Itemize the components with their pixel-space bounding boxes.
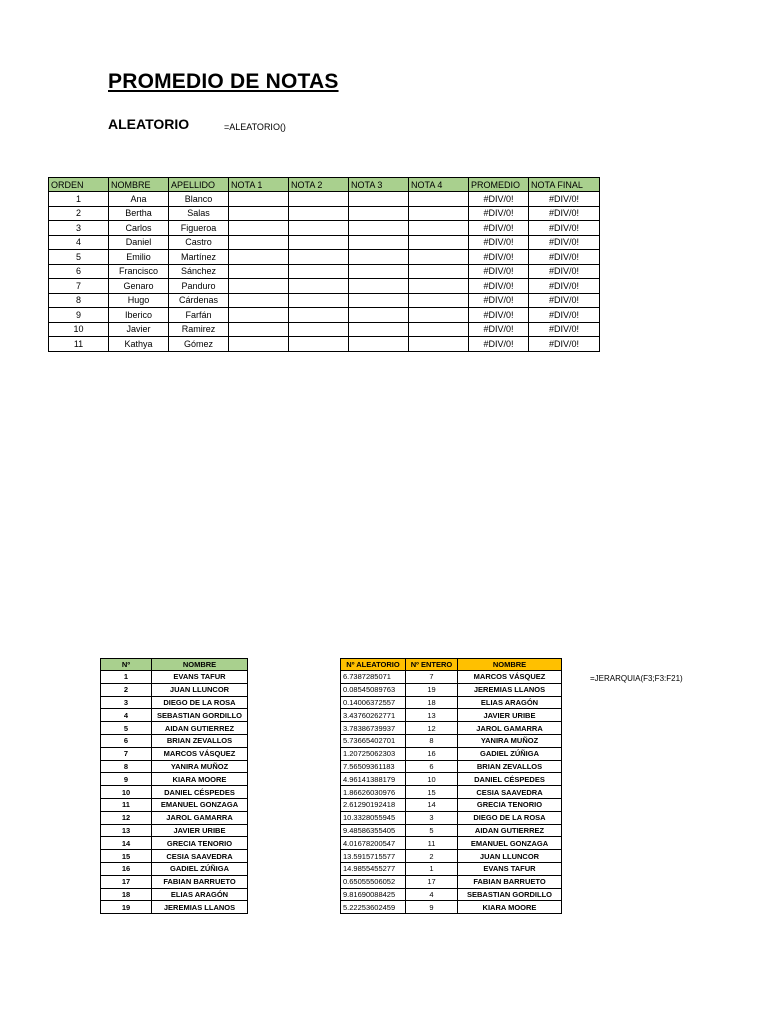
names-cell[interactable]: 4 <box>101 709 152 722</box>
table-row <box>101 696 248 709</box>
grades-cell[interactable] <box>229 235 289 250</box>
table-row <box>341 888 562 901</box>
table-row <box>101 798 248 811</box>
random-cell[interactable]: EVANS TAFUR <box>458 862 562 875</box>
random-cell[interactable]: 9 <box>406 901 458 914</box>
formula-note-jerarquia: =JERARQUIA(F3;F3:F21) <box>590 674 683 683</box>
table-row <box>49 192 600 207</box>
grades-cell[interactable] <box>289 206 349 221</box>
grades-cell[interactable]: #DIV/0! <box>529 221 600 236</box>
names-cell[interactable]: 3 <box>101 696 152 709</box>
names-cell[interactable]: MARCOS VÁSQUEZ <box>152 747 248 760</box>
grades-cell[interactable]: Blanco <box>169 192 229 207</box>
table-row <box>101 786 248 799</box>
random-cell[interactable]: 5.73665402701 <box>341 734 406 747</box>
grades-header-cell: PROMEDIO <box>469 178 529 192</box>
page-title: PROMEDIO DE NOTAS <box>108 70 339 93</box>
grades-cell[interactable]: Iberico <box>109 308 169 323</box>
table-row <box>49 235 600 250</box>
grades-cell[interactable]: Kathya <box>109 337 169 352</box>
grades-cell[interactable]: Castro <box>169 235 229 250</box>
grades-cell[interactable] <box>229 264 289 279</box>
grades-cell[interactable]: 11 <box>49 337 109 352</box>
grades-cell[interactable] <box>349 264 409 279</box>
names-cell[interactable]: 16 <box>101 862 152 875</box>
grades-cell[interactable]: #DIV/0! <box>469 337 529 352</box>
grades-header-cell: NOTA FINAL <box>529 178 600 192</box>
names-cell[interactable]: DANIEL CÉSPEDES <box>152 786 248 799</box>
names-cell[interactable]: 7 <box>101 747 152 760</box>
names-cell[interactable]: 18 <box>101 888 152 901</box>
grades-cell[interactable] <box>349 235 409 250</box>
grades-cell[interactable] <box>349 250 409 265</box>
table-row <box>49 293 600 308</box>
random-cell[interactable]: JAROL GAMARRA <box>458 722 562 735</box>
grades-cell[interactable]: #DIV/0! <box>529 235 600 250</box>
names-table <box>100 658 248 914</box>
names-cell[interactable]: 5 <box>101 722 152 735</box>
random-cell[interactable]: 8 <box>406 734 458 747</box>
random-cell[interactable]: DANIEL CÉSPEDES <box>458 773 562 786</box>
random-cell[interactable]: 0.08545089763 <box>341 683 406 696</box>
grades-cell[interactable] <box>229 337 289 352</box>
random-cell[interactable]: 0.65055506052 <box>341 875 406 888</box>
names-cell[interactable]: JEREMIAS LLANOS <box>152 901 248 914</box>
random-cell[interactable]: 13 <box>406 709 458 722</box>
table-row <box>49 322 600 337</box>
table-row <box>49 308 600 323</box>
random-cell[interactable]: 1.86626030976 <box>341 786 406 799</box>
random-cell[interactable]: DIEGO DE LA ROSA <box>458 811 562 824</box>
grades-header-cell: ORDEN <box>49 178 109 192</box>
table-row <box>49 264 600 279</box>
table-row <box>101 722 248 735</box>
names-cell[interactable]: 10 <box>101 786 152 799</box>
table-row <box>101 850 248 863</box>
grades-header-row <box>49 178 600 192</box>
table-row <box>49 221 600 236</box>
grades-cell[interactable] <box>409 279 469 294</box>
table-row <box>49 250 600 265</box>
random-header-cell: NOMBRE <box>458 659 562 671</box>
table-row <box>49 206 600 221</box>
grades-cell[interactable]: 5 <box>49 250 109 265</box>
table-row <box>101 837 248 850</box>
grades-cell[interactable]: Cárdenas <box>169 293 229 308</box>
random-cell[interactable]: 4.01678200547 <box>341 837 406 850</box>
table-row <box>101 901 248 914</box>
grades-cell[interactable]: Ana <box>109 192 169 207</box>
table-row <box>101 683 248 696</box>
table-row <box>101 709 248 722</box>
names-cell[interactable]: FABIAN BARRUETO <box>152 875 248 888</box>
names-cell[interactable]: 15 <box>101 850 152 863</box>
random-cell[interactable]: 14.9855455277 <box>341 862 406 875</box>
grades-cell[interactable]: #DIV/0! <box>529 192 600 207</box>
names-cell[interactable]: CESIA SAAVEDRA <box>152 850 248 863</box>
names-cell[interactable]: 12 <box>101 811 152 824</box>
names-cell[interactable]: 6 <box>101 734 152 747</box>
grades-cell[interactable]: Martínez <box>169 250 229 265</box>
random-cell[interactable]: KIARA MOORE <box>458 901 562 914</box>
random-cell[interactable]: JAVIER URIBE <box>458 709 562 722</box>
grades-cell[interactable]: #DIV/0! <box>469 192 529 207</box>
random-cell[interactable]: EMANUEL GONZAGA <box>458 837 562 850</box>
grades-cell[interactable] <box>289 192 349 207</box>
grades-cell[interactable] <box>289 308 349 323</box>
random-cell[interactable]: MARCOS VÁSQUEZ <box>458 671 562 684</box>
random-cell[interactable]: JUAN LLUNCOR <box>458 850 562 863</box>
grades-cell[interactable] <box>409 322 469 337</box>
random-cell[interactable]: 2 <box>406 850 458 863</box>
table-row <box>49 337 600 352</box>
grades-cell[interactable] <box>289 235 349 250</box>
grades-cell[interactable]: #DIV/0! <box>529 322 600 337</box>
table-row <box>101 888 248 901</box>
table-row <box>341 734 562 747</box>
grades-cell[interactable]: Ramirez <box>169 322 229 337</box>
grades-cell[interactable]: Figueroa <box>169 221 229 236</box>
table-row <box>341 671 562 684</box>
random-cell[interactable]: JEREMIAS LLANOS <box>458 683 562 696</box>
grades-cell[interactable] <box>349 279 409 294</box>
table-row <box>101 862 248 875</box>
table-row <box>49 279 600 294</box>
table-row <box>341 773 562 786</box>
grades-cell[interactable] <box>349 308 409 323</box>
names-header-row <box>101 659 248 671</box>
names-cell[interactable]: 17 <box>101 875 152 888</box>
grades-header-cell: NOTA 3 <box>349 178 409 192</box>
table-row <box>341 850 562 863</box>
random-cell[interactable]: 7.56509361183 <box>341 760 406 773</box>
grades-cell[interactable] <box>289 221 349 236</box>
grades-header-cell: APELLIDO <box>169 178 229 192</box>
table-row <box>341 811 562 824</box>
random-cell[interactable]: 3.43760262771 <box>341 709 406 722</box>
random-cell[interactable]: GRECIA TENORIO <box>458 798 562 811</box>
random-cell[interactable]: 13.5915715577 <box>341 850 406 863</box>
random-cell[interactable]: 14 <box>406 798 458 811</box>
random-cell[interactable]: SEBASTIAN GORDILLO <box>458 888 562 901</box>
names-cell[interactable]: 9 <box>101 773 152 786</box>
grades-cell[interactable] <box>289 293 349 308</box>
grades-cell[interactable] <box>229 279 289 294</box>
random-cell[interactable]: 4.96141388179 <box>341 773 406 786</box>
grades-cell[interactable]: 4 <box>49 235 109 250</box>
names-cell[interactable]: GADIEL ZÚÑIGA <box>152 862 248 875</box>
grades-cell[interactable]: #DIV/0! <box>469 250 529 265</box>
grades-cell[interactable] <box>349 206 409 221</box>
random-cell[interactable]: 1 <box>406 862 458 875</box>
random-cell[interactable]: CESIA SAAVEDRA <box>458 786 562 799</box>
grades-cell[interactable]: #DIV/0! <box>469 293 529 308</box>
random-cell[interactable]: 9.81690088425 <box>341 888 406 901</box>
grades-cell[interactable]: Sánchez <box>169 264 229 279</box>
grades-cell[interactable] <box>229 322 289 337</box>
table-row <box>341 786 562 799</box>
grades-cell[interactable]: 3 <box>49 221 109 236</box>
random-header-row <box>341 659 562 671</box>
names-cell[interactable]: AIDAN GUTIERREZ <box>152 722 248 735</box>
names-cell[interactable]: GRECIA TENORIO <box>152 837 248 850</box>
table-row <box>341 747 562 760</box>
names-cell[interactable]: YANIRA MUÑOZ <box>152 760 248 773</box>
grades-cell[interactable] <box>229 192 289 207</box>
random-cell[interactable]: 3 <box>406 811 458 824</box>
grades-cell[interactable] <box>229 308 289 323</box>
random-cell[interactable]: 15 <box>406 786 458 799</box>
table-row <box>341 696 562 709</box>
grades-cell[interactable]: #DIV/0! <box>529 308 600 323</box>
grades-cell[interactable]: 1 <box>49 192 109 207</box>
table-row <box>341 875 562 888</box>
random-cell[interactable]: 5 <box>406 824 458 837</box>
names-cell[interactable]: 19 <box>101 901 152 914</box>
grades-cell[interactable] <box>289 337 349 352</box>
random-cell[interactable]: 17 <box>406 875 458 888</box>
grades-cell[interactable]: #DIV/0! <box>529 206 600 221</box>
grades-cell[interactable]: 9 <box>49 308 109 323</box>
grades-cell[interactable] <box>409 221 469 236</box>
random-cell[interactable]: 10 <box>406 773 458 786</box>
grades-cell[interactable] <box>409 308 469 323</box>
grades-table <box>48 177 600 352</box>
names-cell[interactable]: EMANUEL GONZAGA <box>152 798 248 811</box>
grades-cell[interactable]: Genaro <box>109 279 169 294</box>
grades-cell[interactable]: Daniel <box>109 235 169 250</box>
names-header-cell: Nº <box>101 659 152 671</box>
grades-cell[interactable] <box>409 192 469 207</box>
grades-cell[interactable] <box>409 235 469 250</box>
grades-cell[interactable] <box>349 192 409 207</box>
names-cell[interactable]: KIARA MOORE <box>152 773 248 786</box>
table-row <box>341 722 562 735</box>
grades-cell[interactable]: 2 <box>49 206 109 221</box>
grades-cell[interactable]: #DIV/0! <box>469 322 529 337</box>
random-cell[interactable]: BRIAN ZEVALLOS <box>458 760 562 773</box>
grades-cell[interactable]: #DIV/0! <box>469 279 529 294</box>
table-row <box>101 734 248 747</box>
grades-cell[interactable]: #DIV/0! <box>469 221 529 236</box>
random-cell[interactable]: 5.22253602459 <box>341 901 406 914</box>
table-row <box>341 837 562 850</box>
table-row <box>341 798 562 811</box>
names-cell[interactable]: 1 <box>101 671 152 684</box>
names-cell[interactable]: ELIAS ARAGÓN <box>152 888 248 901</box>
grades-header-cell: NOMBRE <box>109 178 169 192</box>
grades-cell[interactable] <box>409 206 469 221</box>
grades-cell[interactable]: 10 <box>49 322 109 337</box>
names-cell[interactable]: 14 <box>101 837 152 850</box>
names-cell[interactable]: EVANS TAFUR <box>152 671 248 684</box>
random-cell[interactable]: 6.7387285071 <box>341 671 406 684</box>
grades-cell[interactable]: Panduro <box>169 279 229 294</box>
names-cell[interactable]: 13 <box>101 824 152 837</box>
random-cell[interactable]: 6 <box>406 760 458 773</box>
grades-cell[interactable] <box>409 293 469 308</box>
random-cell[interactable]: 11 <box>406 837 458 850</box>
grades-cell[interactable]: Emilio <box>109 250 169 265</box>
grades-cell[interactable]: 8 <box>49 293 109 308</box>
grades-cell[interactable] <box>409 264 469 279</box>
names-cell[interactable]: SEBASTIAN GORDILLO <box>152 709 248 722</box>
grades-header-cell: NOTA 4 <box>409 178 469 192</box>
grades-cell[interactable]: 6 <box>49 264 109 279</box>
random-cell[interactable]: 12 <box>406 722 458 735</box>
grades-cell[interactable]: Carlos <box>109 221 169 236</box>
grades-cell[interactable] <box>409 250 469 265</box>
grades-cell[interactable]: Francisco <box>109 264 169 279</box>
table-row <box>341 683 562 696</box>
table-row <box>101 824 248 837</box>
grades-cell[interactable] <box>289 322 349 337</box>
grades-cell[interactable]: #DIV/0! <box>469 206 529 221</box>
grades-cell[interactable]: #DIV/0! <box>469 308 529 323</box>
grades-cell[interactable]: #DIV/0! <box>529 293 600 308</box>
grades-cell[interactable]: Gómez <box>169 337 229 352</box>
grades-cell[interactable] <box>349 322 409 337</box>
grades-cell[interactable]: Salas <box>169 206 229 221</box>
random-header-cell: Nº ALEATORIO <box>341 659 406 671</box>
grades-cell[interactable] <box>289 264 349 279</box>
random-cell[interactable]: 2.61290192418 <box>341 798 406 811</box>
table-row <box>341 824 562 837</box>
grades-cell[interactable] <box>229 250 289 265</box>
table-row <box>341 709 562 722</box>
grades-cell[interactable] <box>229 293 289 308</box>
random-cell[interactable]: 10.3328055945 <box>341 811 406 824</box>
grades-cell[interactable]: Hugo <box>109 293 169 308</box>
random-cell[interactable]: ELIAS ARAGÓN <box>458 696 562 709</box>
grades-cell[interactable]: #DIV/0! <box>469 235 529 250</box>
grades-cell[interactable]: #DIV/0! <box>529 337 600 352</box>
grades-cell[interactable] <box>229 206 289 221</box>
names-cell[interactable]: JUAN LLUNCOR <box>152 683 248 696</box>
grades-cell[interactable]: Javier <box>109 322 169 337</box>
names-cell[interactable]: 2 <box>101 683 152 696</box>
grades-cell[interactable]: #DIV/0! <box>529 264 600 279</box>
grades-cell[interactable] <box>349 337 409 352</box>
random-cell[interactable]: 19 <box>406 683 458 696</box>
table-row <box>101 747 248 760</box>
section-subtitle: ALEATORIO <box>108 116 190 132</box>
random-cell[interactable]: YANIRA MUÑOZ <box>458 734 562 747</box>
formula-note-aleatorio: =ALEATORIO() <box>224 122 286 132</box>
table-row <box>341 760 562 773</box>
table-row <box>341 901 562 914</box>
names-cell[interactable]: 8 <box>101 760 152 773</box>
grades-cell[interactable] <box>349 221 409 236</box>
random-cell[interactable]: 7 <box>406 671 458 684</box>
random-cell[interactable]: AIDAN GUTIERREZ <box>458 824 562 837</box>
table-row <box>101 811 248 824</box>
names-cell[interactable]: BRIAN ZEVALLOS <box>152 734 248 747</box>
random-cell[interactable]: 4 <box>406 888 458 901</box>
grades-cell[interactable] <box>289 279 349 294</box>
names-cell[interactable]: DIEGO DE LA ROSA <box>152 696 248 709</box>
grades-cell[interactable]: #DIV/0! <box>469 264 529 279</box>
table-row <box>101 875 248 888</box>
random-cell[interactable]: 3.78386739937 <box>341 722 406 735</box>
random-header-cell: Nº ENTERO <box>406 659 458 671</box>
grades-cell[interactable]: #DIV/0! <box>529 250 600 265</box>
names-header-cell: NOMBRE <box>152 659 248 671</box>
names-cell[interactable]: 11 <box>101 798 152 811</box>
grades-cell[interactable]: #DIV/0! <box>529 279 600 294</box>
names-cell[interactable]: JAROL GAMARRA <box>152 811 248 824</box>
grades-cell[interactable]: Bertha <box>109 206 169 221</box>
random-cell[interactable]: 18 <box>406 696 458 709</box>
random-cell[interactable]: GADIEL ZÚÑIGA <box>458 747 562 760</box>
grades-cell[interactable]: 7 <box>49 279 109 294</box>
random-cell[interactable]: 0.14006372557 <box>341 696 406 709</box>
table-row <box>341 862 562 875</box>
random-cell[interactable]: 9.48586355405 <box>341 824 406 837</box>
grades-cell[interactable] <box>349 293 409 308</box>
grades-cell[interactable]: Farfán <box>169 308 229 323</box>
random-cell[interactable]: FABIAN BARRUETO <box>458 875 562 888</box>
grades-cell[interactable] <box>409 337 469 352</box>
names-cell[interactable]: JAVIER URIBE <box>152 824 248 837</box>
grades-cell[interactable] <box>289 250 349 265</box>
random-cell[interactable]: 1.20725062303 <box>341 747 406 760</box>
random-table <box>340 658 562 914</box>
table-row <box>101 773 248 786</box>
grades-header-cell: NOTA 2 <box>289 178 349 192</box>
table-row <box>101 671 248 684</box>
grades-header-cell: NOTA 1 <box>229 178 289 192</box>
table-row <box>101 760 248 773</box>
grades-cell[interactable] <box>229 221 289 236</box>
random-cell[interactable]: 16 <box>406 747 458 760</box>
